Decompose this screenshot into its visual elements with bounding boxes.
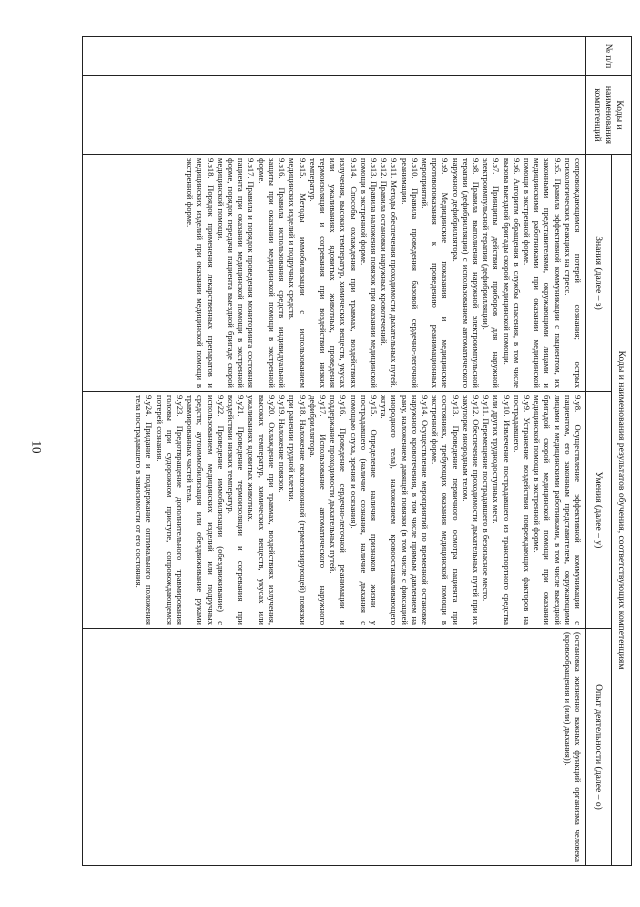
experience-text: (остановка жизненно важных функций организма человека (кровообращения и (или) дыхания)).	[562, 632, 583, 862]
header-skills: Умения (далее – у)	[586, 392, 612, 629]
knowledge-item: 9.з18. Порядок применения лекарственных препаратов и медицинских изделий при оказании медицинской помощи в экстренной форме.	[185, 158, 216, 388]
competency-table-rotated	[82, 36, 632, 866]
skills-item: 9.у16. Проведение сердечно-легочной реанимации и поддержание проходимости дыхательных путей.	[328, 395, 349, 625]
knowledge-item: 9.з15. Методы иммобилизации с использованием медицинских изделий и подручных средств.	[287, 158, 308, 388]
header-results-group: Коды и наименования результатов обучения, соответствующих компетенциям	[612, 155, 632, 866]
skills-item: 9.у20. Охлаждение при травмах, воздействиях излучения, высоких температур, химических веществ, укусах или ужаливаниях ядовитых животных.	[246, 395, 277, 625]
header-num: № п/п	[586, 37, 632, 76]
header-knowledge: Знания (далее – з)	[586, 155, 612, 392]
knowledge-item: 9.з17. Правила и порядок проведения мониторинга состояния пациента при оказании медицинской помощи в экстренной форме, порядок передачи пациента выездной бригаде скорой медицинской помощи.	[215, 158, 257, 388]
knowledge-item: сопровождающимся потерей сознания; острых психологических реакциях на стресс.	[562, 158, 583, 388]
skills-item: 9.у18. Наложение окклюзионной (герметизирующей) повязки при ранении грудной клетки.	[287, 395, 308, 625]
knowledge-item: 9.з8. Правила выполнения наружной электроимпульсной терапии (дефибрилляции) с использованием автоматического наружного дефибриллятора.	[450, 158, 481, 388]
header-experience: Опыт деятельности (далее – о)	[586, 629, 612, 866]
skills-item: 9.у19. Наложение повязок.	[277, 395, 288, 493]
cell-experience	[83, 629, 586, 866]
table-row	[83, 37, 586, 866]
skills-item: 9.у24. Придание и поддержание оптимального положения тела пострадавшего в зависимости от его состояния.	[134, 395, 155, 625]
skills-item: 9.у10. Извлечение пострадавшего из транспортного средства или других труднодоступных мест.	[491, 395, 512, 625]
skills-item: 9.у9. Устранение воздействия повреждающих факторов на пострадавшего.	[511, 395, 532, 625]
knowledge-item: 9.з16. Правила использования средств индивидуальной защиты при оказании медицинской помощи в экстренной форме.	[256, 158, 288, 388]
skills-item: 9.у17. Использование автоматического наружного дефибриллятора.	[307, 395, 328, 625]
skills-item: 9.у14. Осуществление мероприятий по временной остановке наружного кровотечения, в том числе прямым давлением на рану, наложением давящей повязки (в том числе с фиксацией инородного тела), наложением кровоостанавливающего жгута.	[379, 395, 430, 625]
skills-item: 9.у8. Осуществление эффективной коммуникации с пациентом, его законным представителем, окружающими лицами и медицинскими работниками, в том числе выездной бригадой скорой медицинской помощи при оказании медицинской помощи в экстренной форме.	[532, 395, 583, 625]
knowledge-item: 9.з6. Алгоритм обращения в службы спасения, в том числе вызова выездной бригады скорой медицинской помощи.	[501, 158, 522, 388]
knowledge-item: 9.з7. Принципы действия приборов для наружной электроимпульсной терапии (дефибрилляции).	[481, 158, 502, 388]
knowledge-item: 9.з12. Правила остановки наружных кровотечений.	[379, 158, 390, 346]
knowledge-item: 9.з10. Правила проведения базовой сердечно-легочной реанимации.	[399, 158, 420, 388]
table-header-row	[612, 37, 632, 866]
knowledge-item: 9.з11. Методы обеспечения проходимости дыхательных путей.	[389, 158, 400, 388]
header-competency-code: Коды и наименования компетенций	[586, 76, 632, 155]
skills-item: 9.у12. Обеспечение проходимости дыхательных путей при их закупорке инородным телом.	[460, 395, 481, 625]
competency-table	[82, 36, 632, 866]
skills-item: 9.у15. Определение наличия признаков жизни у пострадавшего (наличие сознания, наличие дыхания с помощью слуха, зрения и осязания).	[348, 395, 379, 625]
page-number: 10	[29, 440, 45, 454]
knowledge-item: 9.з5. Правила эффективной коммуникации с пациентом, их законными представителями, окружающими лицами и медицинскими работниками при оказании медицинской помощи в экстренной форме.	[521, 158, 563, 388]
skills-item: 9.у13. Проведение первичного осмотра пациента при состояниях, требующих оказания медицинской помощи в экстренной форме.	[430, 395, 461, 625]
skills-item: 9.у11. Перемещение пострадавшего в безопасное место.	[481, 395, 492, 602]
skills-item: 9.у21. Проведение термоизоляции и согревания при воздействии низких температур.	[226, 395, 247, 625]
knowledge-item: 9.з13. Правила наложения повязок при оказании медицинской помощи в экстренной форме.	[358, 158, 379, 388]
skills-item: 9.у22. Проведение иммобилизации (обездвиживание) с использованием медицинских изделий или подручных средств; аутоиммобилизация или обездвиживание руками травмированных частей тела.	[185, 395, 226, 625]
cell-num	[83, 37, 586, 76]
cell-knowledge	[83, 155, 586, 392]
cell-code	[83, 76, 586, 155]
knowledge-item: 9.з9. Медицинские показания и медицинские противопоказания к проведению реанимационных мероприятий.	[419, 158, 451, 388]
cell-skills	[83, 392, 586, 629]
skills-item: 9.у23. Предотвращение дополнительного травмирования головы при судорожном приступе, сопровождающемся потерей сознания.	[154, 395, 186, 625]
table-subheader-row	[586, 37, 612, 866]
knowledge-item: 9.з14. Способы охлаждения при травмах, воздействиях излучения, высоких температур, химических веществ, укусах или ужаливаниях ядовитых животных, проведения термоизоляции и согревания при воздействии низких температур.	[307, 158, 359, 388]
